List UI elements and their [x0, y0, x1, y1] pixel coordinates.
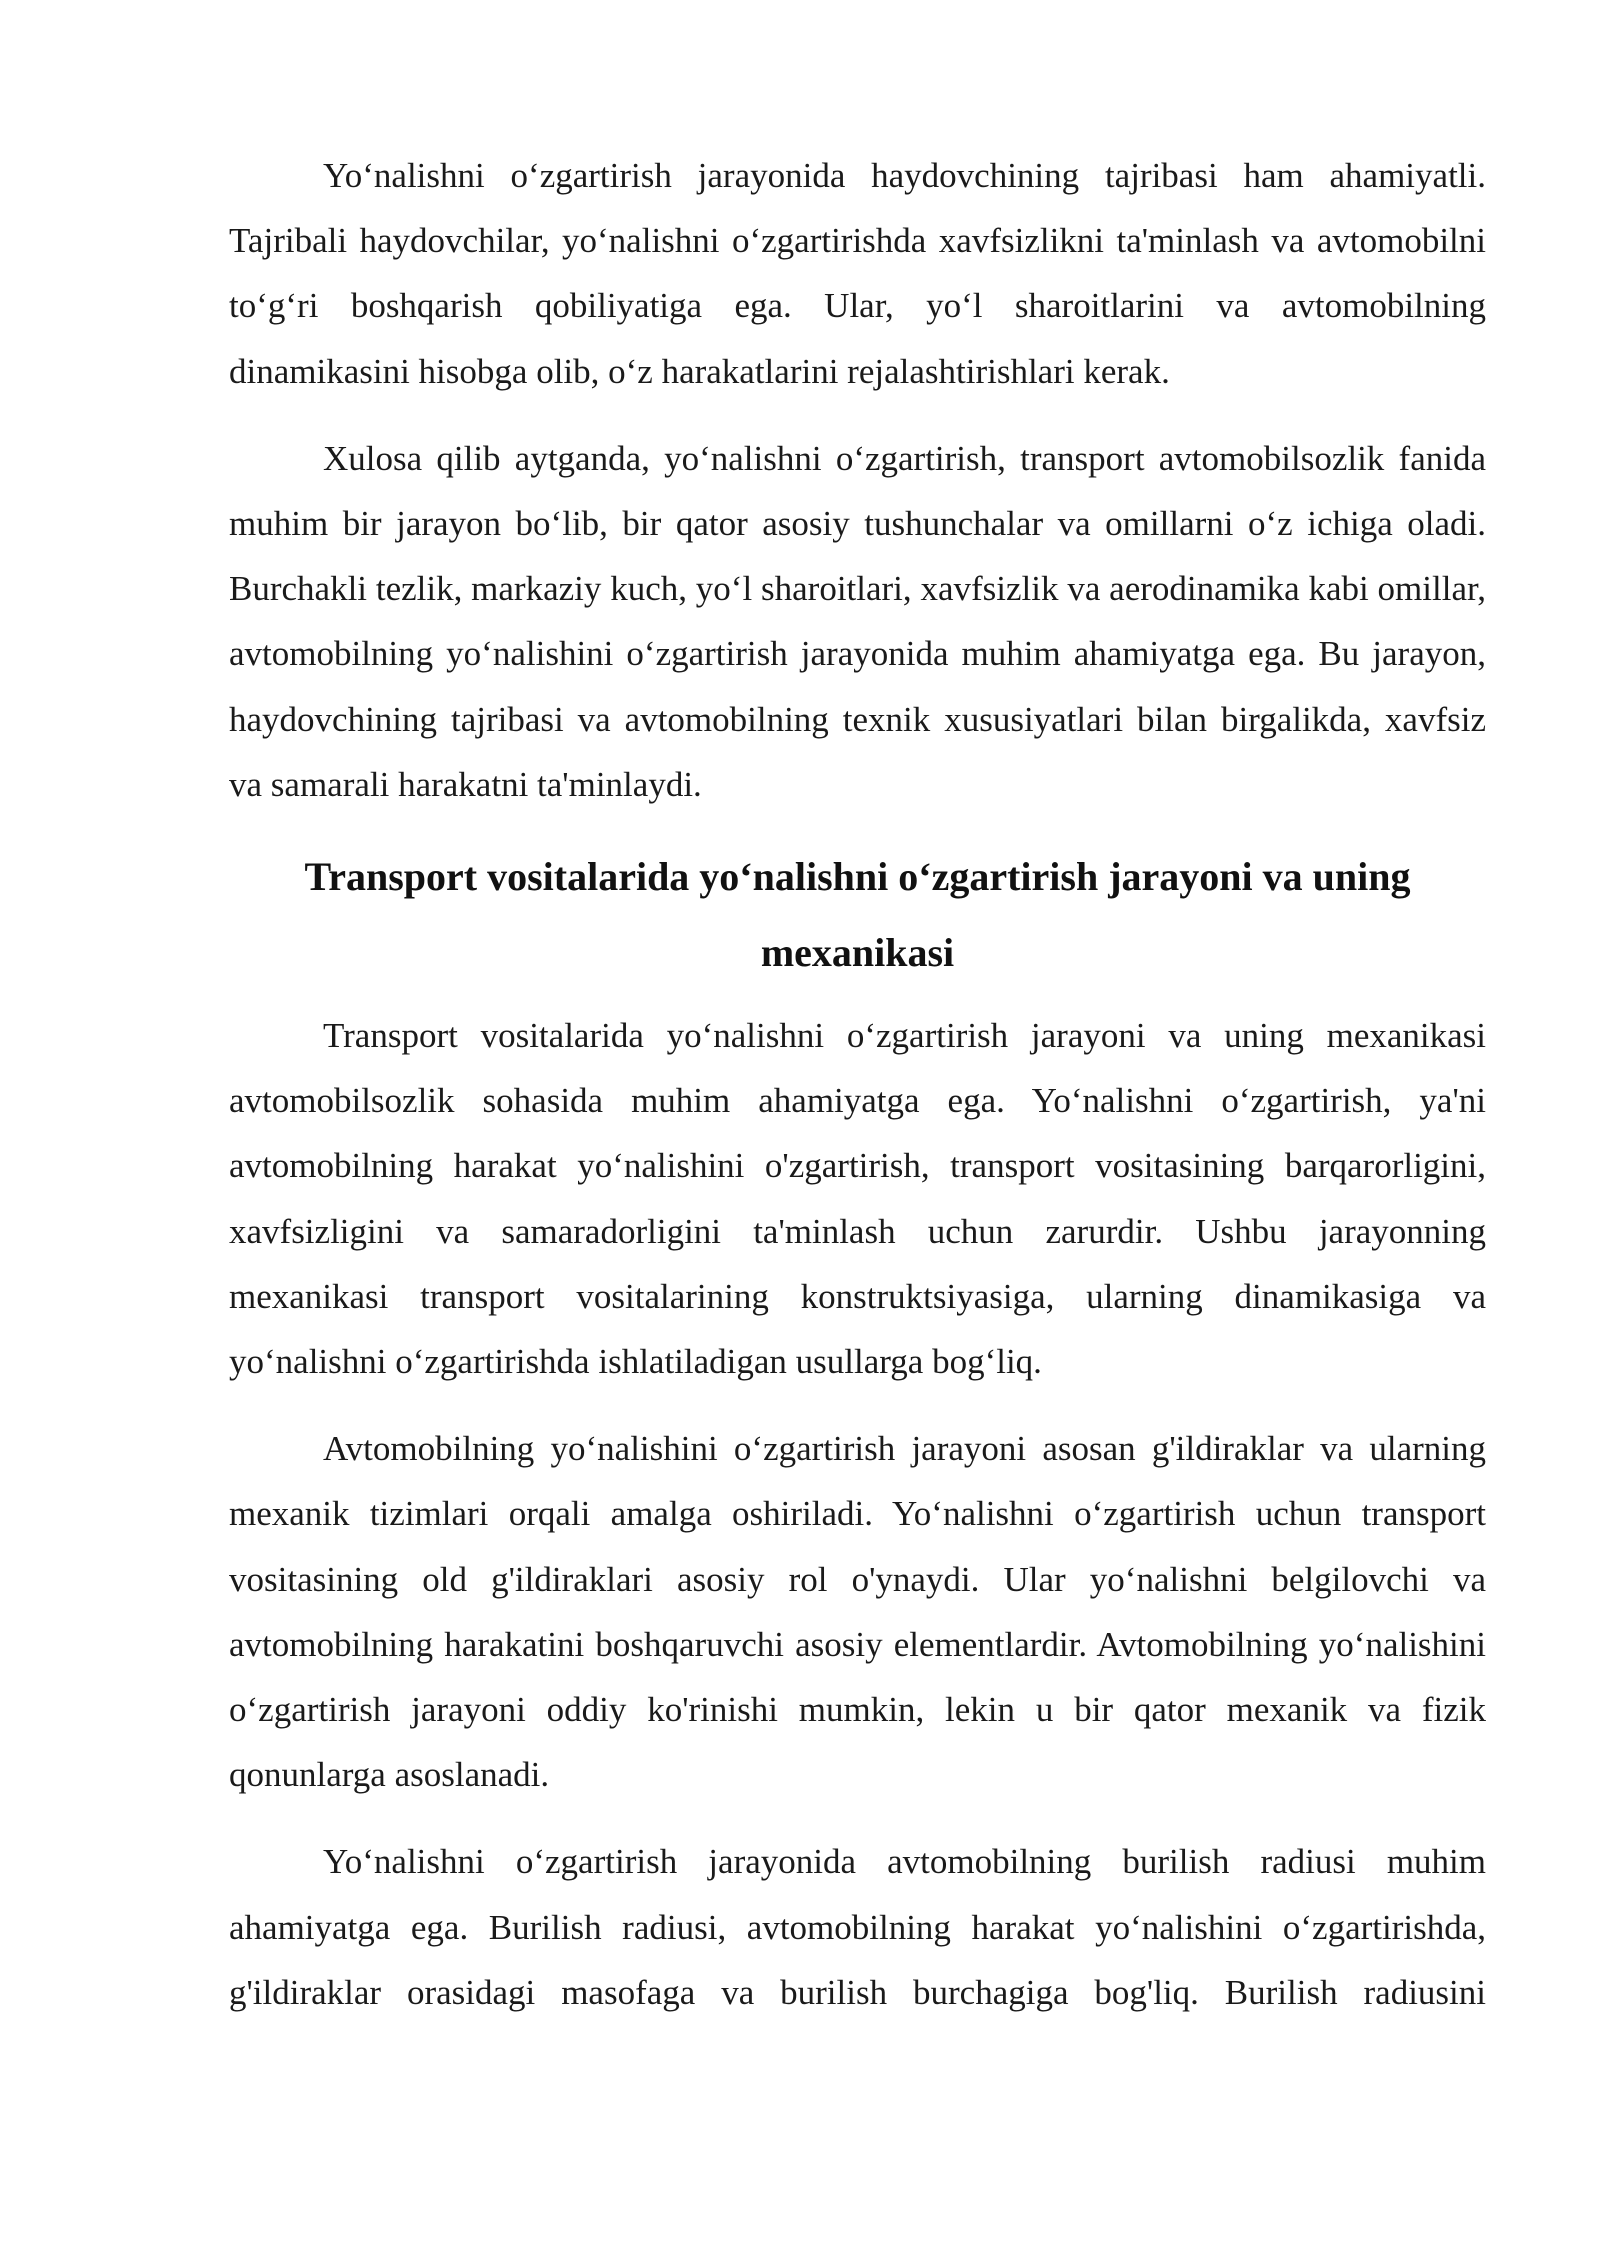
- paragraph: Yo‘nalishni o‘zgartirish jarayonida haydovchining tajribasi ham ahamiyatli. Tajribali haydovchilar, yo‘nalishni o‘zgartirishda xavfsizlikni ta'minlash va avtomobilni to‘g‘ri boshqarish qobiliyatiga ega. Ular, yo‘l sharoitlarini va avtomobilning dinamikasini hisobga olib, o‘z harakatlarini rejalashtirishlari kerak.: [229, 156, 1486, 391]
- section-heading: Transport vositalarida yo‘nalishni o‘zgartirish jarayoni va uning mexanikasi: [304, 854, 1411, 976]
- paragraph: Transport vositalarida yo‘nalishni o‘zgartirish jarayoni va uning mexanikasi avtomobilsozlik sohasida muhim ahamiyatga ega. Yo‘nalishni o‘zgartirish, ya'ni avtomobilning harakat yo‘nalishini o'zgartirish, transport vositasining barqarorligini, xavfsizligini va samaradorligini ta'minlash uchun zarurdir. Ushbu jarayonning mexanikasi transport vositalarining konstruktsiyasiga, ularning dinamikasiga va yo‘nalishni o‘zgartirishda ishlatiladigan usullarga bog‘liq.: [229, 1016, 1486, 1382]
- paragraph: Xulosa qilib aytganda, yo‘nalishni o‘zgartirish, transport avtomobilsozlik fanida muhim bir jarayon bo‘lib, bir qator asosiy tushunchalar va omillarni o‘z ichiga oladi. Burchakli tezlik, markaziy kuch, yo‘l sharoitlari, xavfsizlik va aerodinamika kabi omillar, avtomobilning yo‘nalishini o‘zgartirish jarayonida muhim ahamiyatga ega. Bu jarayon, haydovchining tajribasi va avtomobilning texnik xususiyatlari bilan birgalikda, xavfsiz va samarali harakatni ta'minlaydi.: [229, 438, 1486, 804]
- paragraph: Yo‘nalishni o‘zgartirish jarayonida avtomobilning burilish radiusi muhim ahamiyatga ega. Burilish radiusi, avtomobilning harakat yo‘nalishini o‘zgartirishda, g'ildiraklar orasidagi masofaga va burilish burchagiga bog'liq. Burilish radiusini: [229, 1842, 1486, 2012]
- document-body: [229, 143, 1486, 2047]
- paragraph: Avtomobilning yo‘nalishini o‘zgartirish jarayoni asosan g'ildiraklar va ularning mexanik tizimlari orqali amalga oshiriladi. Yo‘nalishni o‘zgartirish uchun transport vositasining old g'ildiraklari asosiy rol o'ynaydi. Ular yo‘nalishni belgilovchi va avtomobilning harakatini boshqaruvchi asosiy elementlardir. Avtomobilning yo‘nalishini o‘zgartirish jarayoni oddiy ko'rinishi mumkin, lekin u bir qator mexanik va fizik qonunlarga asoslanadi.: [229, 1429, 1486, 1795]
